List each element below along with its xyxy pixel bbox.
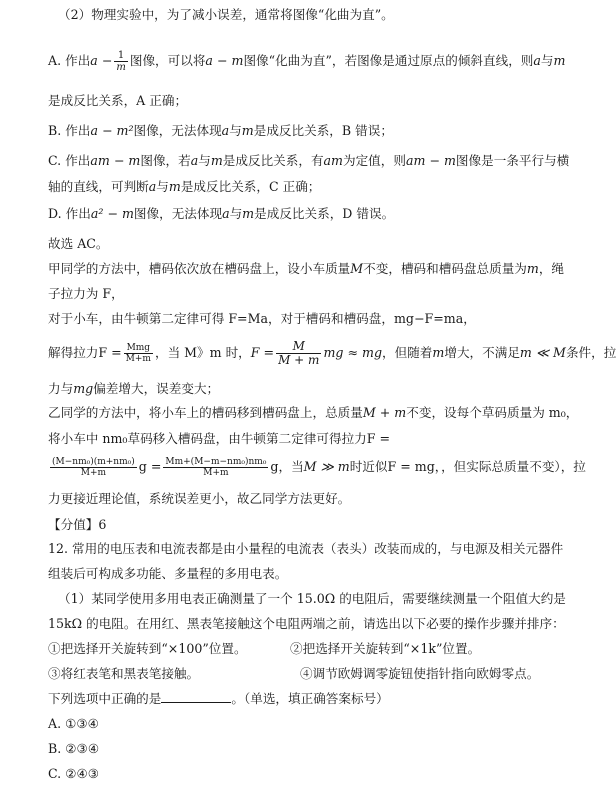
- method-a-line3: 对于小车，由牛顿第二定律可得 F=Ma，对于槽码和槽码盘，mg−F=ma，: [48, 311, 476, 326]
- fraction-tension-b: $\frac{\text{(M−nm₀)(m+nm₀)}}{M+m}$: [52, 457, 135, 478]
- question-12-stem-cont: 组装后可构成多功能、多量程的多用电表。: [48, 566, 288, 581]
- part2-heading: （2）物理实验中，为了减小误差，通常将图像“化曲为直”。: [58, 7, 394, 22]
- method-b-line1: 乙同学的方法中，将小车上的槽码移到槽码盘上，总质量M + m不变，设每个草码质量为 m₀，: [48, 405, 579, 420]
- fraction-m-over-mplusm: $\frac{M}{M + m}$: [278, 339, 320, 367]
- method-a-conclusion: 力与mg偏差增大，误差变大；: [48, 381, 220, 396]
- option-c-cont: 轴的直线，可判断a与m是成反比关系，C 正确；: [48, 179, 321, 194]
- option-a-line: A. 作出a − $\frac{1}{m}$ 图像，可以将a − m图像“化曲为直”，若图像是通过原点的倾斜直线，则a与m: [48, 50, 566, 73]
- choice-a: A. ①③④: [48, 716, 99, 731]
- fraction-tension-b2: $\frac{\text{Mm+(M−m−nm₀)nm₀}}{M+m}$: [165, 457, 267, 478]
- choice-b: B. ②③④: [48, 741, 100, 756]
- method-a-line1: 甲同学的方法中，槽码依次放在槽码盘上，设小车质量M不变，槽码和槽码盘总质量为m，绳: [48, 261, 565, 276]
- step-1: ①把选择开关旋转到“×100”位置。: [48, 641, 247, 656]
- question-prompt: 下列选项中正确的是 。（单选，填正确答案标号）: [48, 691, 389, 706]
- question-12-part1-cont: 15kΩ 的电阻。在用红、黑表笔接触这个电阻两端之前，请选出以下必要的操作步骤并排序：: [48, 616, 565, 631]
- fraction-1-over-m: $\frac{1}{m}$: [116, 50, 126, 73]
- method-a-line2: 子拉力为 F，: [48, 286, 124, 301]
- option-b-line: B. 作出a − m²图像，无法体现a与m是成反比关系，B 错误；: [48, 123, 393, 138]
- fraction-mmg: $\frac{\text{Mmg}}{M+m}$: [125, 343, 151, 364]
- question-12-part1: （1）某同学使用多用电表正确测量了一个 15.0Ω 的电阻后，需要继续测量一个阻值大约是: [58, 591, 566, 606]
- option-c-line: C. 作出am − m图像，若a与m是成反比关系，有am为定值，则am − m图像是一条平行与横: [48, 153, 570, 168]
- tension-solution-line: 解得拉力F = $\frac{\text{Mmg}}{M+m}$ ，当 M》m 时，F = $\frac{M}{M + m}$ mg ≈ mg，但随着m增大，不满足m ≪ M条件，拉: [48, 339, 616, 367]
- option-a-cont: 是成反比关系，A 正确；: [48, 93, 188, 108]
- answer-ac: 故选 AC。: [48, 236, 109, 251]
- step-3: ③将红表笔和黑表笔接触。: [48, 666, 200, 681]
- answer-blank: [161, 690, 231, 703]
- steps-row-1: [48, 640, 588, 658]
- step-4: ④调节欧姆调零旋钮使指针指向欧姆零点。: [300, 666, 540, 681]
- score-label: 【分值】6: [48, 517, 107, 532]
- question-12-stem: 12. 常用的电压表和电流表都是由小量程的电流表（表头）改装而成的，与电源及相关元器件: [48, 541, 564, 556]
- option-d-line: D. 作出a² − m图像，无法体现a与m是成反比关系，D 错误。: [48, 206, 395, 221]
- steps-row-2: [48, 665, 588, 683]
- choice-c: C. ②④③: [48, 766, 100, 781]
- step-2: ②把选择开关旋转到“×1k”位置。: [290, 641, 481, 656]
- method-b-line2: 将小车中 nm₀草码移入槽码盘，由牛顿第二定律可得拉力F =: [48, 431, 391, 446]
- method-b-formula-line: $\frac{\text{(M−nm₀)(m+nm₀)}}{M+m}$ g = $\frac{\text{Mm+(M−m−nm₀)nm₀}}{M+m}$ g，当M ≫ m时近似F = mg，，但实际总质量不变），拉: [52, 457, 586, 478]
- method-b-conclusion: 力更接近理论值，系统误差更小，故乙同学方法更好。: [48, 491, 351, 506]
